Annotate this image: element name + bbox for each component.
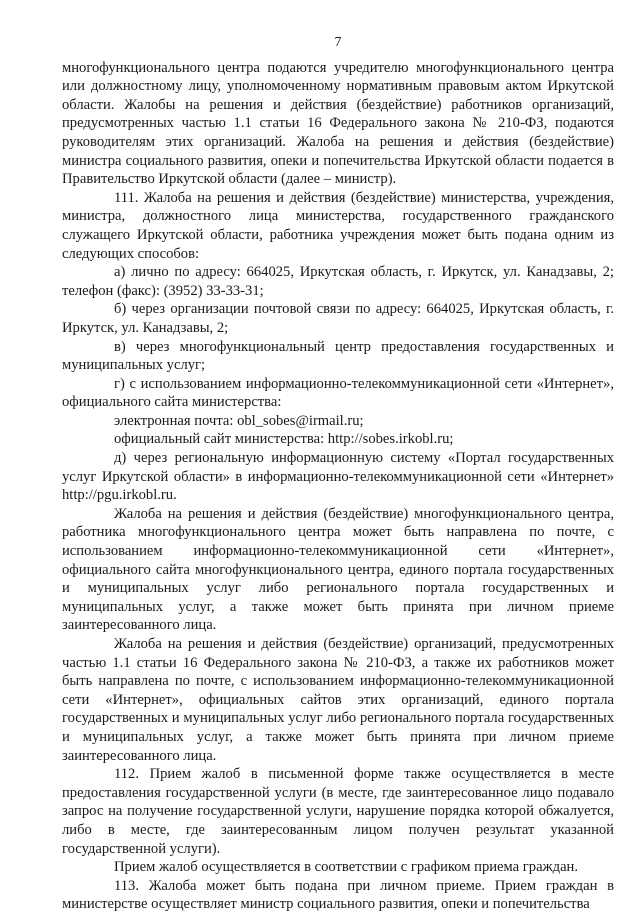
paragraph: б) через организации почтовой связи по адресу: 664025, Иркутская область, г. Иркутск, ул. Канадзавы, 2; [62, 301, 614, 336]
paragraph: 113. Жалоба может быть подана при личном приеме. Прием граждан в министерстве осуществляет министр социального развития, опеки и попечительства [62, 877, 614, 913]
paragraph: электронная почта: obl_sobes@irmail.ru; [114, 412, 364, 429]
document-body [62, 59, 614, 914]
paragraph: 112. Прием жалоб в письменной форме также осуществляется в месте предоставления государственной услуги (в месте, где заинтересованное лицо подавало запрос на получение государственной услуги, нарушение порядка которой обжалуется, либо в месте, где заинтересованным лицом получен результат указанной государственной услуги). [62, 766, 614, 857]
paragraph: д) через региональную информационную систему «Портал государственных услуг Иркутской области» в информационно-телекоммуникационной сети «Интернет» http://pgu.irkobl.ru. [62, 450, 614, 504]
paragraph: 111. Жалоба на решения и действия (бездействие) министерства, учреждения, министра, должностного лица министерства, государственного гражданского служащего Иркутской области, работника учреждения может быть подана одним из следующих способов: [62, 189, 614, 262]
paragraph: Прием жалоб осуществляется в соответствии с графиком приема граждан. [114, 859, 578, 876]
paragraph: а) лично по адресу: 664025, Иркутская область, г. Иркутск, ул. Канадзавы, 2; телефон (факс): (3952) 33-33-31; [62, 264, 614, 299]
paragraph: Жалоба на решения и действия (бездействие) организаций, предусмотренных частью 1.1 статьи 16 Федерального закона № 210-ФЗ, а также их работников может быть направлена по почте, с использованием информационно-телекоммуникационной сети «Интернет», официальных сайтов этих организаций, единого портала государственных и муниципальных услуг либо регионального портала государственных и муниципальных услуг, а также может быть принята при личном приеме заинтересованного лица. [62, 636, 614, 764]
page-number: 7 [334, 35, 342, 50]
paragraph: г) с использованием информационно-телекоммуникационной сети «Интернет», официального сайта министерства: [62, 375, 614, 411]
paragraph: официальный сайт министерства: http://sobes.irkobl.ru; [114, 431, 454, 448]
paragraph: в) через многофункциональный центр предоставления государственных и муниципальных услуг; [62, 338, 614, 374]
paragraph: многофункционального центра подаются учредителю многофункционального центра или должностному лицу, уполномоченному нормативным правовым актом Иркутской области. Жалобы на решения и действия (бездействие) работников организаций, предусмотренных частью 1.1 статьи 16 Федерального закона № 210-ФЗ, подаются руководителям этих организаций. Жалоба на решения и действия (бездействие) министра социального развития, опеки и попечительства Иркутской области подается в Правительство Иркутской области (далее – министр). [62, 59, 614, 188]
paragraph: Жалоба на решения и действия (бездействие) многофункционального центра, работника многофункционального центра может быть направлена по почте, с использованием информационно-телекоммуникационной сети «Интернет», официального сайта многофункционального центра, единого портала государственных и муниципальных услуг либо регионального портала государственных и муниципальных услуг, а также может быть принята при личном приеме заинтересованного лица. [62, 505, 614, 634]
